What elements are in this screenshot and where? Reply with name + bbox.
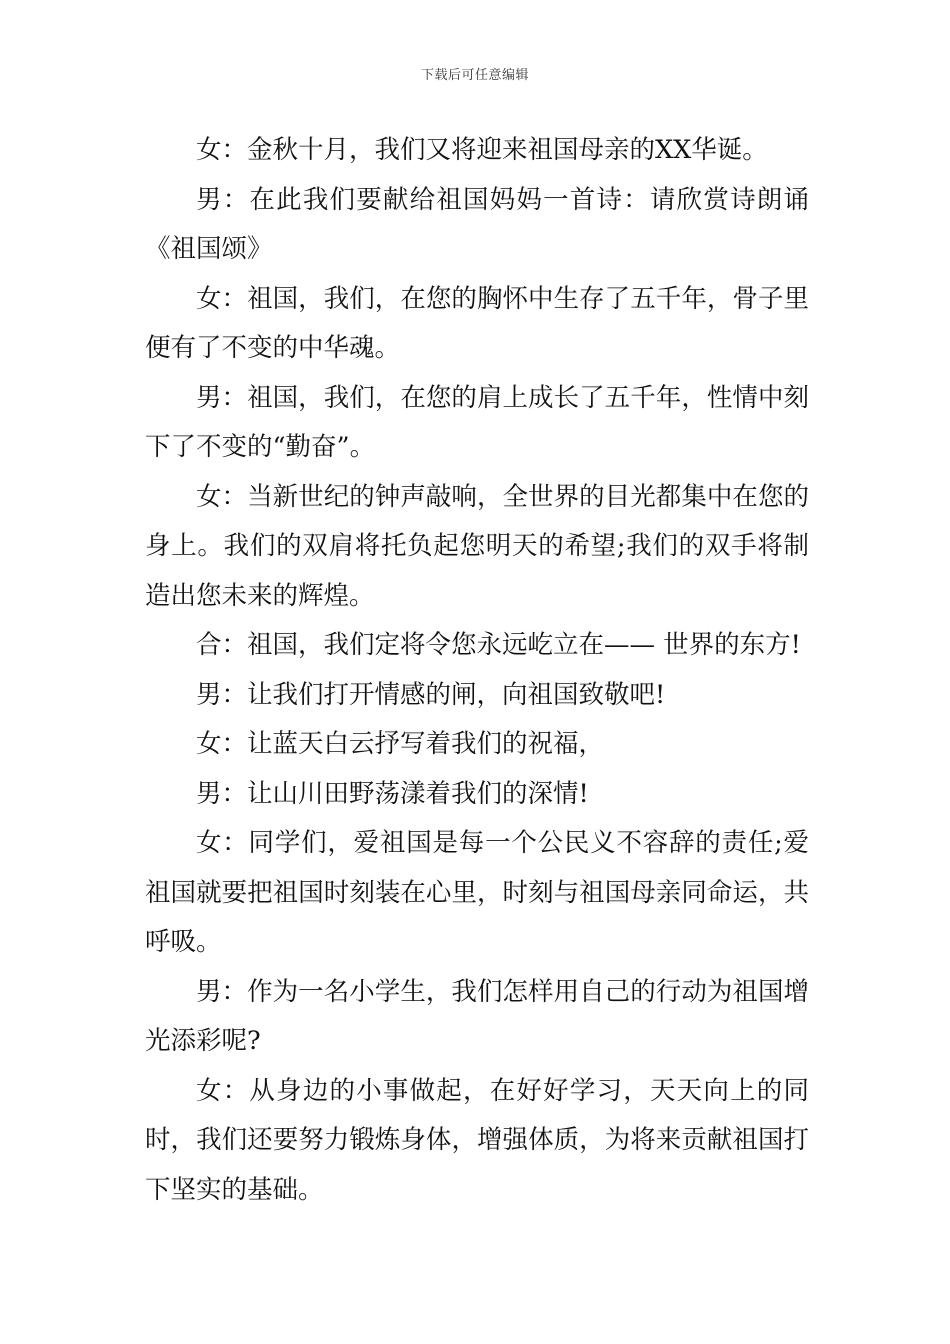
dialogue-paragraph: 男：让山川田野荡漾着我们的深情! (196, 778, 589, 809)
dialogue-paragraph: 女：金秋十月，我们又将迎来祖国母亲的XX华诞。 (196, 135, 768, 165)
dialogue-paragraph: 男：祖国，我们，在您的肩上成长了五千年，性情中刻下了不变的“勤奋”。 (145, 382, 809, 462)
dialogue-paragraph: 女：从身边的小事做起，在好好学习，天天向上的同时，我们还要努力锻炼身体，增强体质，为将来贡献祖国打下坚实的基础。 (145, 1075, 809, 1205)
dialogue-paragraph: 女：当新世纪的钟声敲响，全世界的目光都集中在您的身上。我们的双肩将托负起您明天的希望;我们的双手将制造出您未来的辉煌。 (145, 481, 809, 611)
dialogue-paragraph: 女：让蓝天白云抒写着我们的祝福， (196, 729, 605, 759)
dialogue-paragraph: 男：在此我们要献给祖国妈妈一首诗：请欣赏诗朗诵《祖国颂》 (145, 184, 809, 264)
page-header: 下载后可任意编辑 (420, 68, 529, 83)
document-body (145, 126, 809, 1215)
dialogue-paragraph: 合：祖国，我们定将令您永远屹立在—— 世界的东方! (196, 630, 801, 660)
dialogue-paragraph: 男：让我们打开情感的闸，向祖国致敬吧! (196, 679, 666, 710)
dialogue-paragraph: 女：祖国，我们，在您的胸怀中生存了五千年，骨子里便有了不变的中华魂。 (145, 283, 809, 363)
dialogue-paragraph: 女：同学们，爱祖国是每一个公民义不容辞的责任;爱祖国就要把祖国时刻装在心里，时刻与祖国母亲同命运，共呼吸。 (145, 828, 809, 957)
dialogue-paragraph: 男：作为一名小学生，我们怎样用自己的行动为祖国增光添彩呢? (145, 976, 809, 1056)
